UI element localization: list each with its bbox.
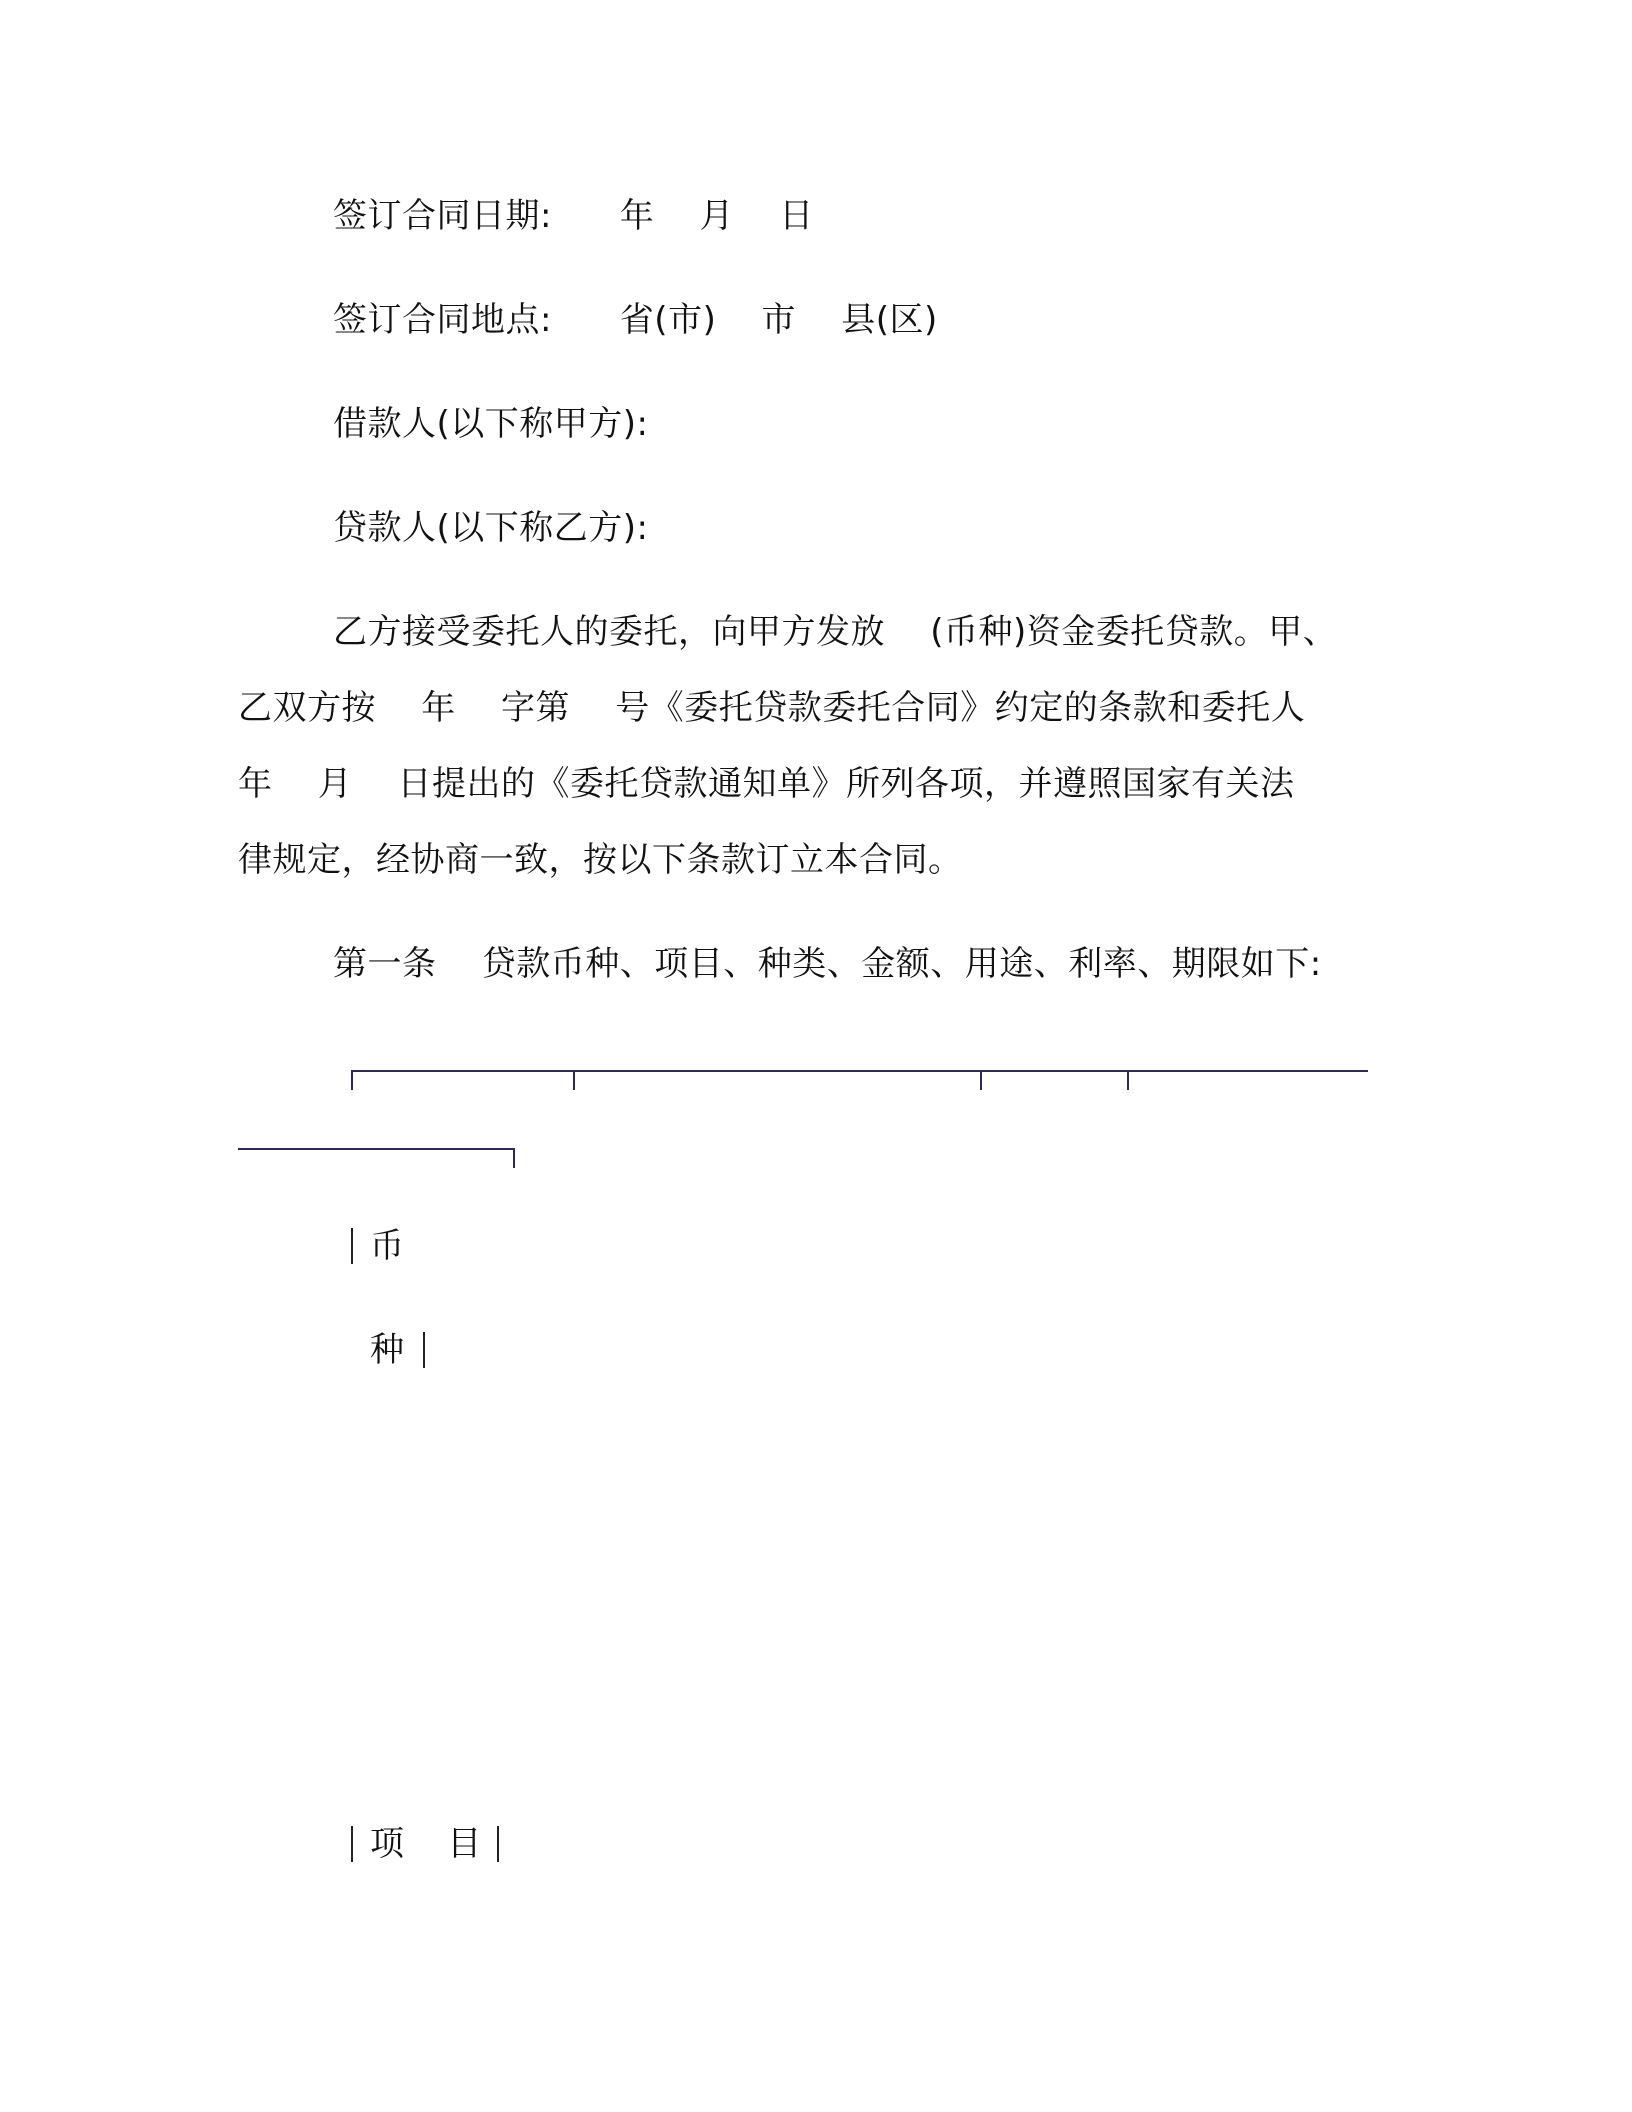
item-cell-left-border [351,1826,353,1862]
article-1-heading: 第一条 贷款币种、项目、种类、金额、用途、利率、期限如下: [333,944,1322,984]
item-cell-right-border [497,1826,499,1862]
item-label: 项 目 [370,1824,482,1864]
currency-label-char-2: 种 [370,1330,404,1370]
preamble-line-2: 乙双方按 年 字第 号《委托贷款委托合同》约定的条款和委托人 [238,688,1306,728]
preamble-line-3: 年 月 日提出的《委托贷款通知单》所列各项，并遵照国家有关法 [238,764,1295,804]
sign-date-line: 签订合同日期: 年 月 日 [333,196,814,236]
borrower-line: 借款人(以下称甲方): [333,404,649,444]
preamble-line-4: 律规定，经协商一致，按以下条款订立本合同。 [238,840,963,880]
currency-label-char-1: 币 [370,1226,404,1266]
preamble-line-1: 乙方接受委托人的委托，向甲方发放 (币种)资金委托贷款。甲、 [333,612,1338,652]
cell-left-border [351,1228,353,1264]
sign-place-line: 签订合同地点: 省(市) 市 县(区) [333,300,938,340]
cell-right-border [423,1332,425,1368]
lender-line: 贷款人(以下称乙方): [333,508,649,548]
